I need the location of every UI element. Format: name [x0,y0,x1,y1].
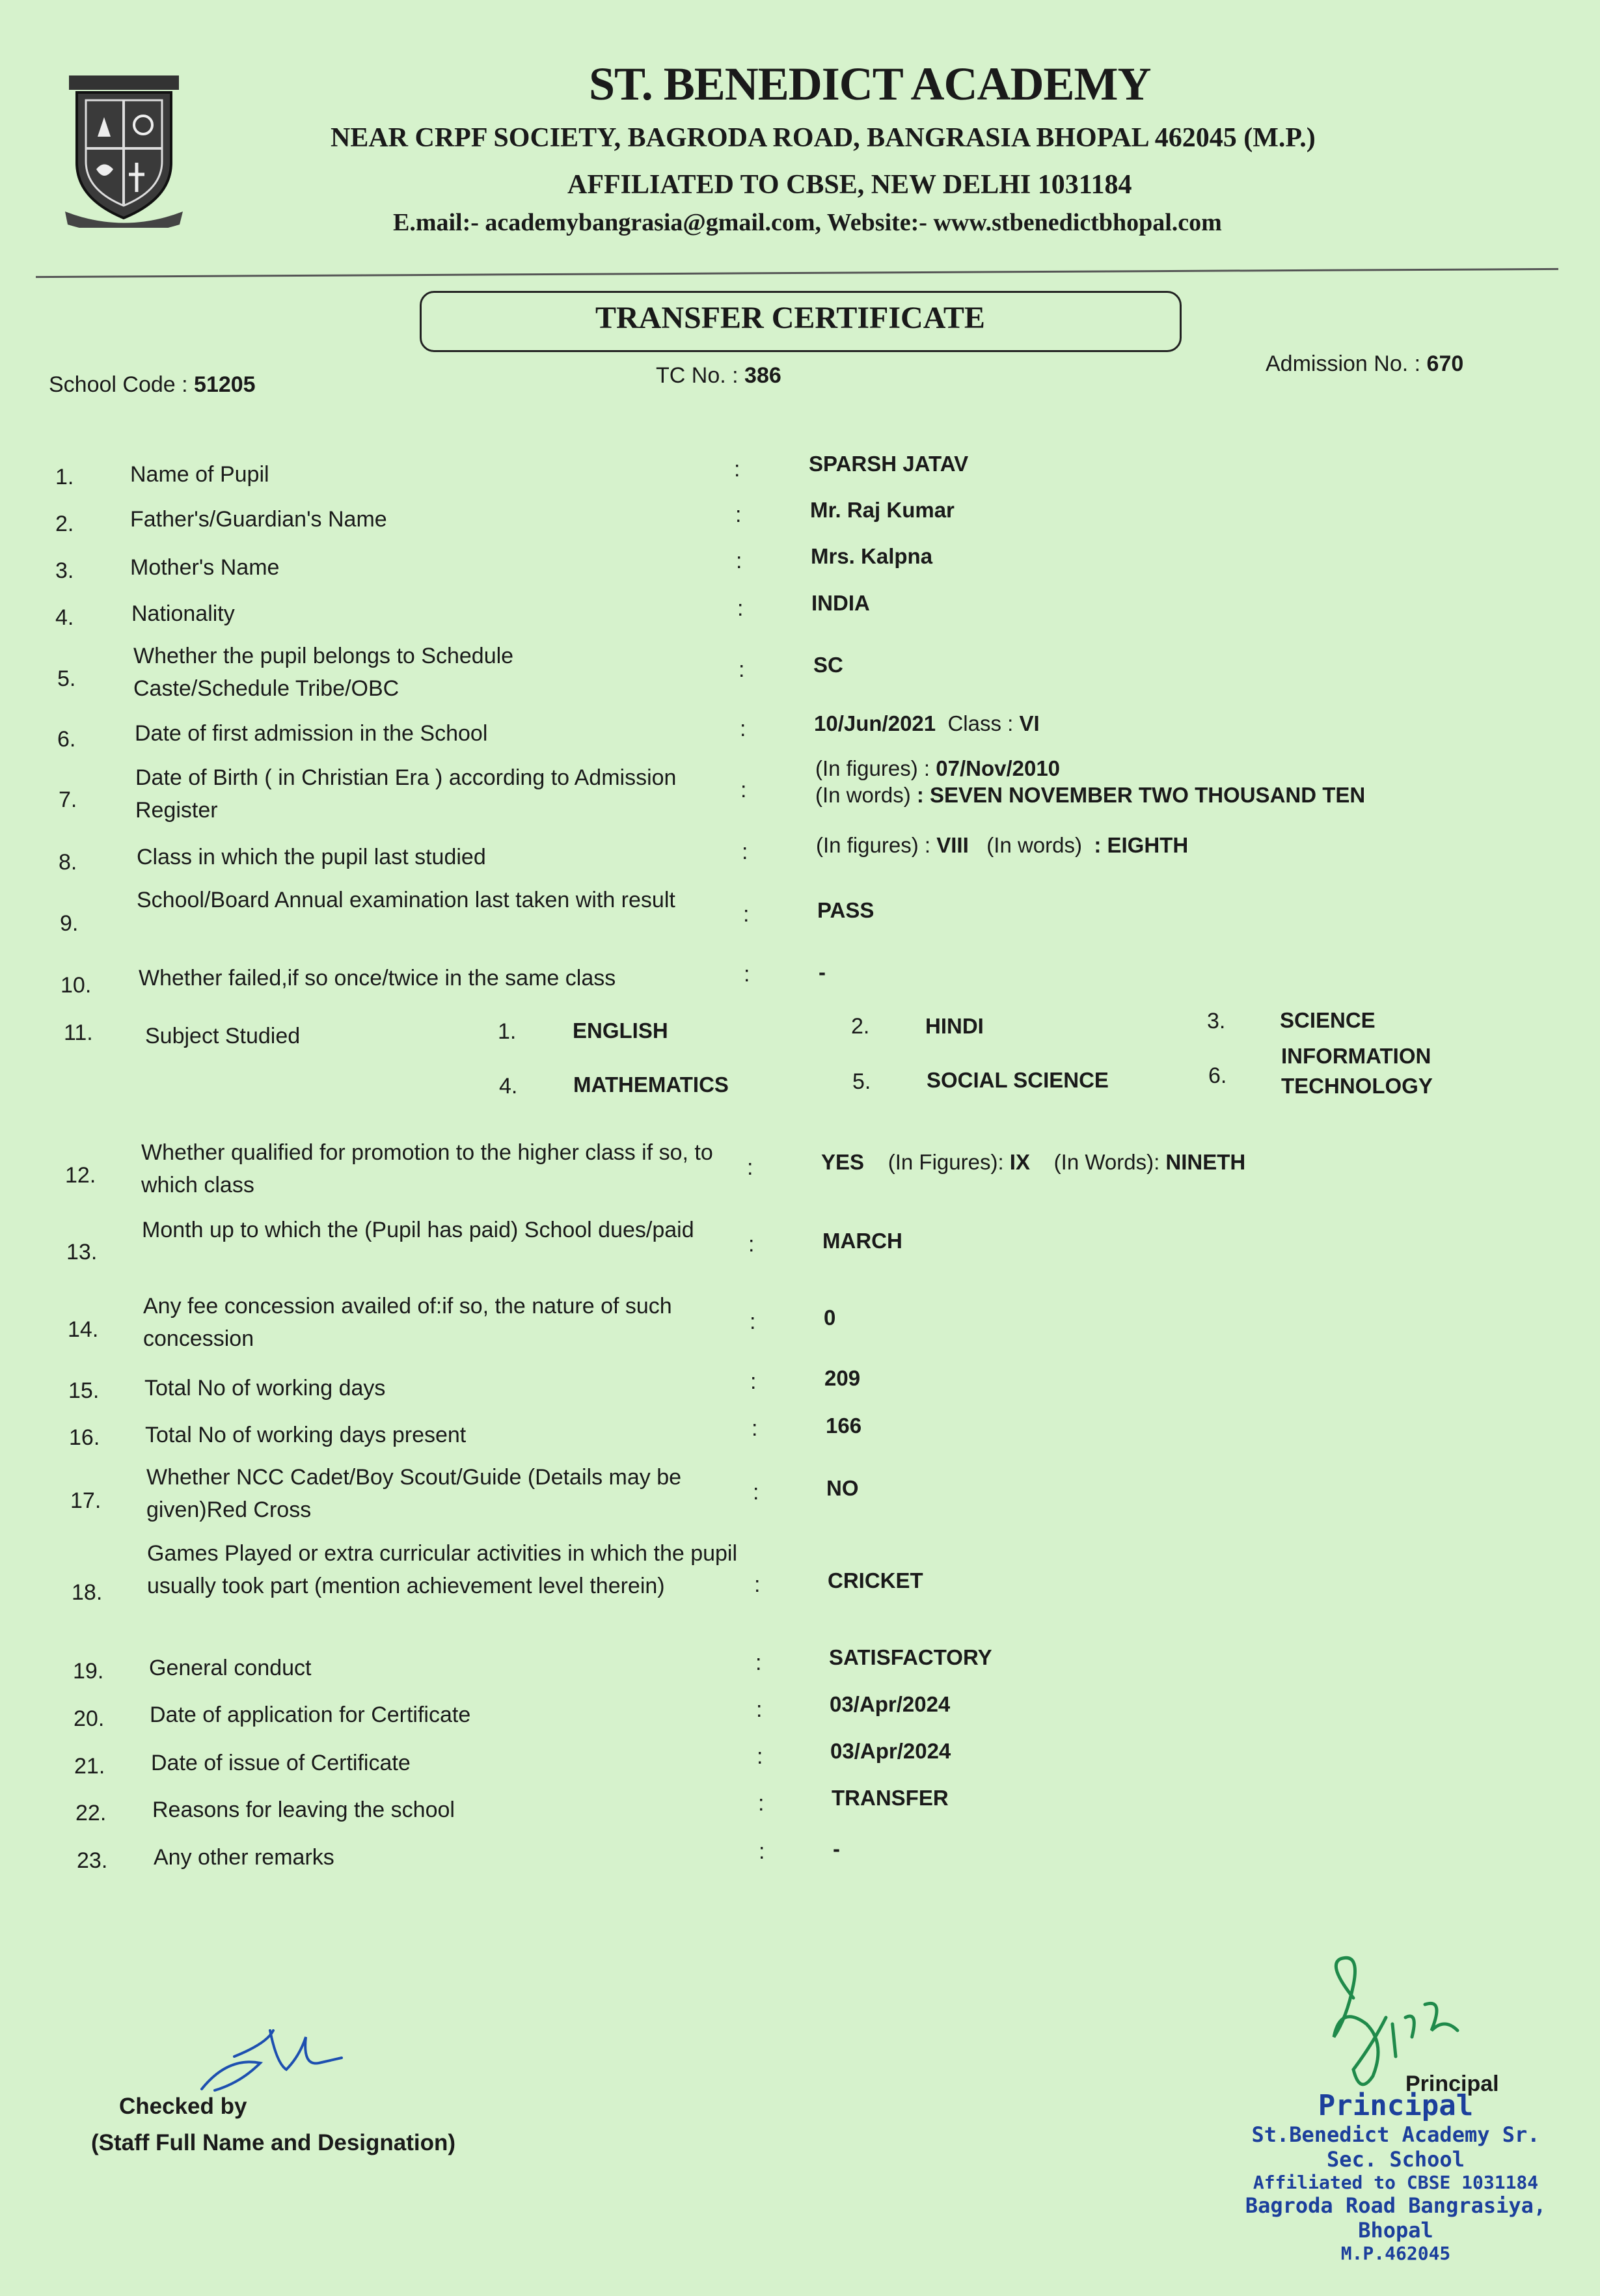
row-colon: : [756,1697,763,1722]
row-label: Any fee concession availed of:if so, the nature of such concession [143,1294,672,1351]
row-number: 7. [59,787,77,812]
row-colon: : [744,962,750,987]
subject-name: SCIENCE [1280,1008,1376,1032]
row-number: 19. [73,1659,104,1684]
row-colon: : [743,902,750,927]
row-label: School/Board Annual examination last taken with result [137,888,675,912]
row-label: Whether NCC Cadet/Boy Scout/Guide (Details may be given)Red Cross [146,1465,682,1522]
promotion: YES (In Figures): IX (In Words): NINETH [821,1150,1246,1174]
subject-name: INFORMATION TECHNOLOGY [1281,1044,1433,1098]
row-colon: : [752,1416,758,1441]
fee-concession: 0 [824,1305,836,1330]
general-conduct: SATISFACTORY [829,1645,992,1669]
checker-signature-icon [189,2017,345,2102]
subject-number: 5. [852,1069,871,1094]
row-number: 2. [55,512,74,536]
row-label: Games Played or extra curricular activities in which the pupil usually took part (mention achievement level therein) [147,1541,738,1598]
school-name: ST. BENEDICT ACADEMY [589,58,1151,110]
stamp-school: St.Benedict Academy Sr. Sec. School [1251,2122,1540,2172]
row-label: Date of application for Certificate [150,1702,471,1727]
row-number: 16. [69,1425,100,1450]
row-number: 11. [64,1020,93,1045]
dob-words: (In words) : SEVEN NOVEMBER TWO THOUSAND TEN [815,783,1366,807]
failed-status: - [819,960,826,984]
school-crest-icon [64,72,184,228]
row-colon: : [754,1572,761,1597]
row-label: Father's/Guardian's Name [130,507,387,532]
nationality: INDIA [811,591,870,615]
days-present: 166 [826,1414,862,1438]
ncc-status: NO [826,1476,859,1500]
row-number: 10. [61,973,92,998]
row-number: 21. [74,1754,105,1779]
row-label: Subject Studied [145,1024,301,1048]
row-number: 6. [57,727,76,752]
subject-name: ENGLISH [573,1018,668,1043]
subject-number: 1. [498,1019,517,1044]
row-colon: : [737,596,744,621]
dues-month: MARCH [822,1229,902,1253]
row-colon: : [753,1480,759,1505]
row-colon: : [740,717,746,741]
row-label: Name of Pupil [130,462,269,487]
row-label: Nationality [131,601,235,626]
school-contact: E.mail:- academybangrasia@gmail.com, Website:- www.stbenedictbhopal.com [393,209,1222,236]
row-colon: : [735,502,742,527]
row-colon: : [759,1839,765,1864]
stamp-affiliation: Affiliated to CBSE 1031184 [1253,2172,1539,2193]
stamp-title: Principal [1318,2089,1474,2122]
row-label: Date of Birth ( in Christian Era ) according to Admission Register [135,765,677,823]
row-colon: : [742,840,748,864]
row-label: Whether the pupil belongs to Schedule Caste/Schedule Tribe/OBC [133,644,514,701]
tc-number: TC No. : 386 [656,363,781,388]
subject-number: 6. [1208,1063,1227,1088]
row-number: 3. [55,558,74,583]
games-played: CRICKET [828,1568,923,1592]
row-number: 12. [65,1163,96,1188]
row-number: 23. [77,1848,108,1873]
stamp-address: Bagroda Road Bangrasiya, Bhopal [1245,2193,1547,2243]
exam-result: PASS [817,898,875,922]
row-number: 15. [68,1378,100,1403]
subject-number: 2. [851,1014,870,1039]
row-colon: : [750,1309,756,1334]
row-number: 17. [70,1488,102,1513]
row-number: 9. [60,911,79,936]
row-number: 8. [59,850,77,875]
row-label: Mother's Name [130,555,280,580]
row-label: Any other remarks [154,1845,334,1870]
row-colon: : [758,1791,765,1816]
row-colon: : [736,549,742,573]
subject-name: MATHEMATICS [573,1073,729,1097]
row-number: 13. [66,1240,98,1264]
row-number: 22. [75,1801,107,1825]
row-colon: : [755,1650,762,1675]
checked-by-label: Checked by [119,2094,247,2119]
leaving-reason: TRANSFER [832,1786,949,1810]
row-colon: : [747,1155,753,1180]
certificate-title: TRANSFER CERTIFICATE [595,301,985,335]
row-label: Month up to which the (Pupil has paid) School dues/paid [142,1218,694,1242]
last-class: (In figures) : VIII (In words) : EIGHTH [816,833,1189,857]
school-code: School Code : 51205 [49,372,256,397]
row-number: 1. [55,465,74,489]
other-remarks: - [833,1837,840,1861]
row-number: 5. [57,666,76,691]
father-name: Mr. Raj Kumar [810,498,955,522]
row-label: Whether qualified for promotion to the higher class if so, to which class [141,1140,713,1197]
row-label: Date of issue of Certificate [151,1751,411,1775]
row-label: Total No of working days [144,1376,386,1401]
row-number: 18. [72,1580,103,1605]
row-colon: : [757,1744,763,1769]
stamp-pincode: M.P.462045 [1340,2243,1451,2264]
principal-stamp [1227,2089,1565,2264]
row-label: General conduct [149,1656,312,1680]
school-affiliation: AFFILIATED TO CBSE, NEW DELHI 1031184 [567,170,1132,200]
principal-label: Principal [1405,2071,1499,2096]
pupil-name: SPARSH JATAV [809,452,969,476]
row-colon: : [750,1369,757,1394]
row-label: Total No of working days present [145,1423,467,1447]
row-colon: : [739,657,745,682]
issue-date: 03/Apr/2024 [830,1739,951,1763]
application-date: 03/Apr/2024 [830,1692,951,1716]
row-colon: : [748,1232,755,1257]
working-days: 209 [824,1366,861,1390]
subject-name: HINDI [925,1014,984,1038]
row-number: 4. [55,605,74,630]
row-number: 20. [74,1706,105,1731]
row-label: Date of first admission in the School [135,721,488,746]
admission-date: 10/Jun/2021 Class : VI [814,711,1040,735]
school-address: NEAR CRPF SOCIETY, BAGRODA ROAD, BANGRASIA BHOPAL 462045 (M.P.) [331,123,1316,153]
row-colon: : [734,457,740,482]
subject-number: 3. [1207,1009,1226,1033]
row-number: 14. [68,1317,99,1342]
staff-designation-note: (Staff Full Name and Designation) [91,2130,456,2155]
admission-number: Admission No. : 670 [1266,351,1464,376]
row-label: Whether failed,if so once/twice in the same class [139,966,616,991]
header-divider [36,268,1558,278]
dob-figures: (In figures) : 07/Nov/2010 [815,756,1061,780]
row-colon: : [740,778,747,802]
subject-name: SOCIAL SCIENCE [927,1068,1109,1092]
row-label: Reasons for leaving the school [152,1797,455,1822]
mother-name: Mrs. Kalpna [811,544,933,568]
row-label: Class in which the pupil last studied [137,845,486,869]
category: SC [813,653,843,677]
subject-number: 4. [499,1074,518,1099]
